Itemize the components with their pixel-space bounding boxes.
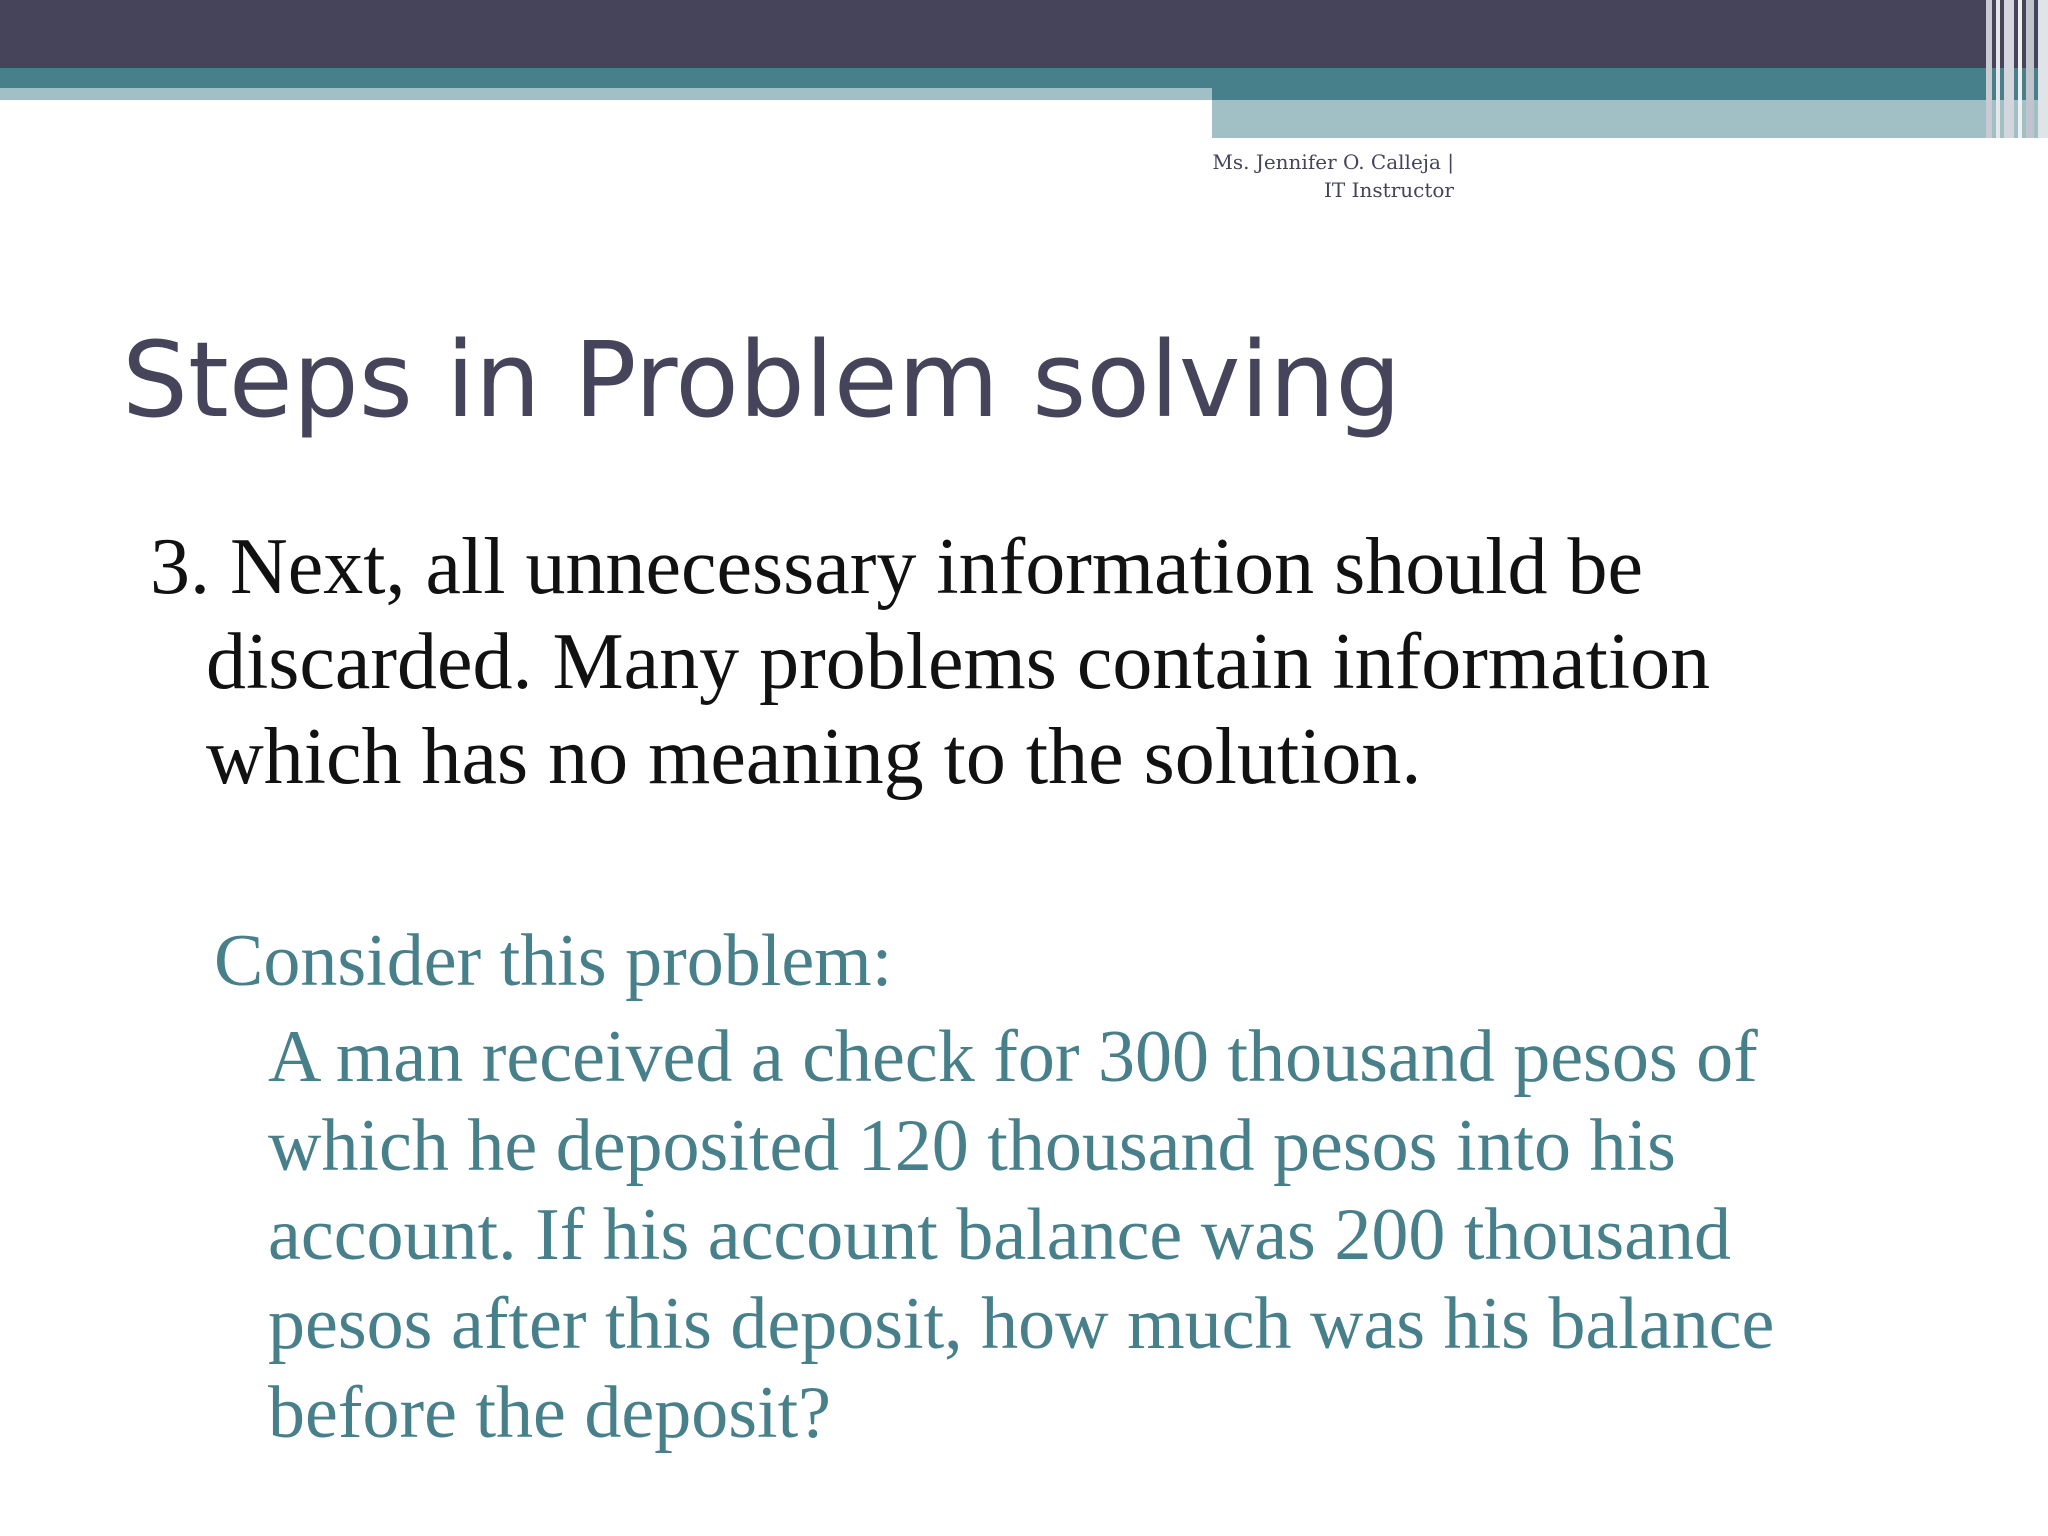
author-credit [1150,148,1454,204]
edge-stripe [2018,0,2022,138]
header-teal-band-right [1212,88,2048,100]
problem-line: before the deposit? [268,1372,831,1454]
header-dark-band [0,0,2048,68]
problem-paragraph [268,1013,2028,1458]
header-teal-band [0,68,2048,88]
edge-stripe [2026,0,2034,138]
edge-stripe [2038,0,2048,138]
step-line: discarded. Many problems contain information [206,618,1711,706]
problem-line: pesos after this deposit, how much was his balance [268,1283,1775,1365]
edge-stripe [1986,0,1992,138]
problem-line: account. If his account balance was 200 thousand [268,1194,1732,1276]
slide-title: Steps in Problem solving [122,319,1402,441]
problem-line: A man received a check for 300 thousand pesos of [268,1016,1758,1098]
step-line: 3. Next, all unnecessary information should be [150,523,1643,611]
author-role: IT Instructor [1324,178,1454,202]
edge-stripe [2004,0,2014,138]
header-light-band-left [0,88,1212,100]
consider-label: Consider this problem: [214,920,893,1002]
step-paragraph [150,520,1970,805]
step-line: which has no meaning to the solution. [206,713,1422,801]
problem-line: which he deposited 120 thousand pesos into his [268,1105,1676,1187]
header-light-band-right [1212,100,2048,138]
author-name: Ms. Jennifer O. Calleja | [1212,150,1454,174]
edge-stripe [1996,0,2000,138]
